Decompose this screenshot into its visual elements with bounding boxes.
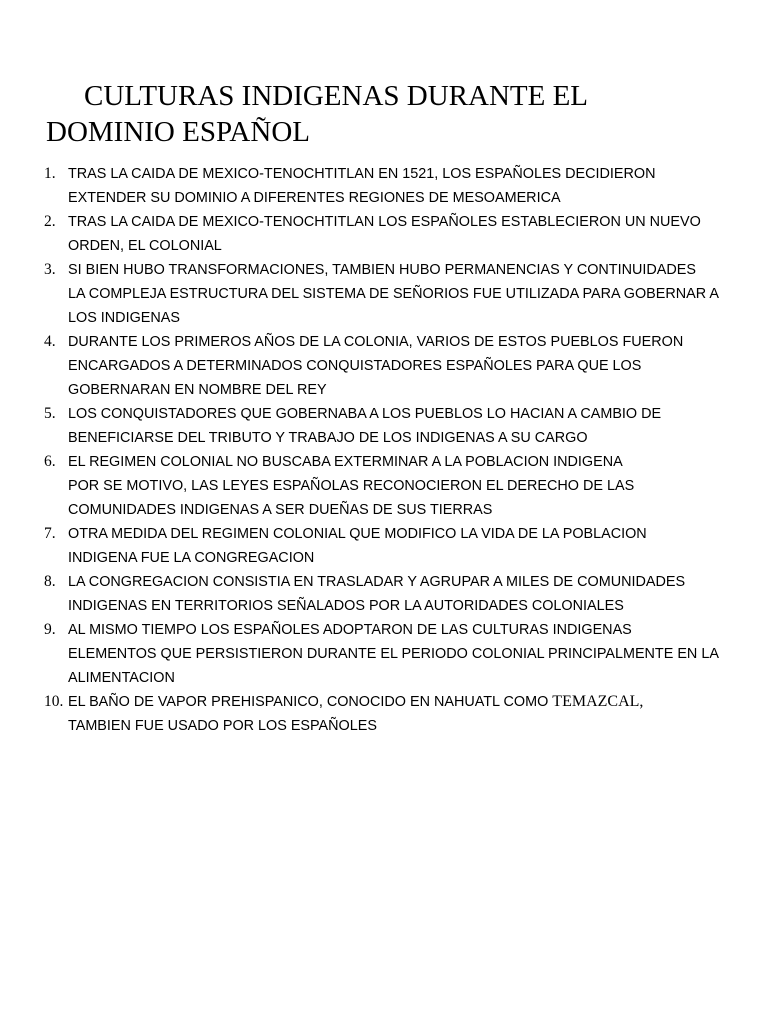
- list-item-number: 6.: [44, 453, 56, 470]
- list-item-text: [68, 618, 734, 690]
- list-item-line: ELEMENTOS QUE PERSISTIERON DURANTE EL PERIODO COLONIAL PRINCIPALMENTE EN LA: [68, 646, 719, 662]
- list-item: [44, 330, 734, 402]
- list-item-line: ORDEN, EL COLONIAL: [68, 238, 222, 254]
- list-item-line: [68, 690, 734, 714]
- list-item-number: 10.: [44, 693, 64, 710]
- list-item-text: [68, 570, 734, 618]
- list-item-line: ALIMENTACION: [68, 670, 175, 686]
- list-item-line: TAMBIEN FUE USADO POR LOS ESPAÑOLES: [68, 718, 377, 734]
- list-item-text: [68, 162, 734, 210]
- list-item-line: INDIGENAS EN TERRITORIOS SEÑALADOS POR LA AUTORIDADES COLONIALES: [68, 598, 624, 614]
- list-item-line: GOBERNARAN EN NOMBRE DEL REY: [68, 382, 327, 398]
- list-item-line: LA COMPLEJA ESTRUCTURA DEL SISTEMA DE SEÑORIOS FUE UTILIZADA PARA GOBERNAR A: [68, 286, 719, 302]
- list-item-line: COMUNIDADES INDIGENAS A SER DUEÑAS DE SUS TIERRAS: [68, 502, 493, 518]
- list-item-text: [68, 210, 734, 258]
- list-item-line: LA CONGREGACION CONSISTIA EN TRASLADAR Y AGRUPAR A MILES DE COMUNIDADES: [68, 574, 686, 590]
- list-item-line: SI BIEN HUBO TRANSFORMACIONES, TAMBIEN HUBO PERMANENCIAS Y CONTINUIDADES: [68, 262, 696, 278]
- document-title: [46, 78, 746, 150]
- list-item-line: EXTENDER SU DOMINIO A DIFERENTES REGIONES DE MESOAMERICA: [68, 190, 561, 206]
- list-item-text: [68, 330, 734, 402]
- list-item-line: OTRA MEDIDA DEL REGIMEN COLONIAL QUE MODIFICO LA VIDA DE LA POBLACION: [68, 526, 647, 542]
- list-item-text: [68, 402, 734, 450]
- list-item-number: 9.: [44, 621, 56, 638]
- list-item: [44, 210, 734, 258]
- list-item-line: ENCARGADOS A DETERMINADOS CONQUISTADORES ESPAÑOLES PARA QUE LOS: [68, 358, 642, 374]
- list-item-text: [68, 258, 734, 330]
- list-item-line: AL MISMO TIEMPO LOS ESPAÑOLES ADOPTARON DE LAS CULTURAS INDIGENAS: [68, 622, 632, 638]
- temazcal-term: TEMAZCAL,: [552, 693, 644, 710]
- list-item-number: 4.: [44, 333, 56, 350]
- list-item-number: 5.: [44, 405, 56, 422]
- list-item-line: LOS INDIGENAS: [68, 310, 180, 326]
- list-item-line: TRAS LA CAIDA DE MEXICO-TENOCHTITLAN LOS ESPAÑOLES ESTABLECIERON UN NUEVO: [68, 214, 701, 230]
- list-item: [44, 258, 734, 330]
- list-item-line: BENEFICIARSE DEL TRIBUTO Y TRABAJO DE LOS INDIGENAS A SU CARGO: [68, 430, 588, 446]
- numbered-list: [44, 162, 734, 738]
- list-item-number: 1.: [44, 165, 56, 182]
- list-item-number: 7.: [44, 525, 56, 542]
- list-item-number: 2.: [44, 213, 56, 230]
- list-item: [44, 570, 734, 618]
- list-item: [44, 450, 734, 522]
- title-line-2: DOMINIO ESPAÑOL: [46, 116, 310, 148]
- list-item-text: [68, 690, 734, 738]
- list-item: [44, 690, 734, 738]
- list-item-line-text: EL BAÑO DE VAPOR PREHISPANICO, CONOCIDO EN NAHUATL COMO: [68, 694, 553, 710]
- list-item: [44, 162, 734, 210]
- list-item-line: TRAS LA CAIDA DE MEXICO-TENOCHTITLAN EN 1521, LOS ESPAÑOLES DECIDIERON: [68, 166, 656, 182]
- list-item-line: POR SE MOTIVO, LAS LEYES ESPAÑOLAS RECONOCIERON EL DERECHO DE LAS: [68, 478, 635, 494]
- list-item: [44, 522, 734, 570]
- list-item: [44, 618, 734, 690]
- list-item-text: [68, 450, 734, 522]
- list-item-text: [68, 522, 734, 570]
- list-item-line: LOS CONQUISTADORES QUE GOBERNABA A LOS PUEBLOS LO HACIAN A CAMBIO DE: [68, 406, 662, 422]
- list-item-number: 8.: [44, 573, 56, 590]
- list-item-line: EL REGIMEN COLONIAL NO BUSCABA EXTERMINAR A LA POBLACION INDIGENA: [68, 454, 623, 470]
- list-item-number: 3.: [44, 261, 56, 278]
- list-item-line: INDIGENA FUE LA CONGREGACION: [68, 550, 315, 566]
- list-item-line: DURANTE LOS PRIMEROS AÑOS DE LA COLONIA, VARIOS DE ESTOS PUEBLOS FUERON: [68, 334, 684, 350]
- list-item: [44, 402, 734, 450]
- title-line-1: CULTURAS INDIGENAS DURANTE EL: [84, 80, 589, 112]
